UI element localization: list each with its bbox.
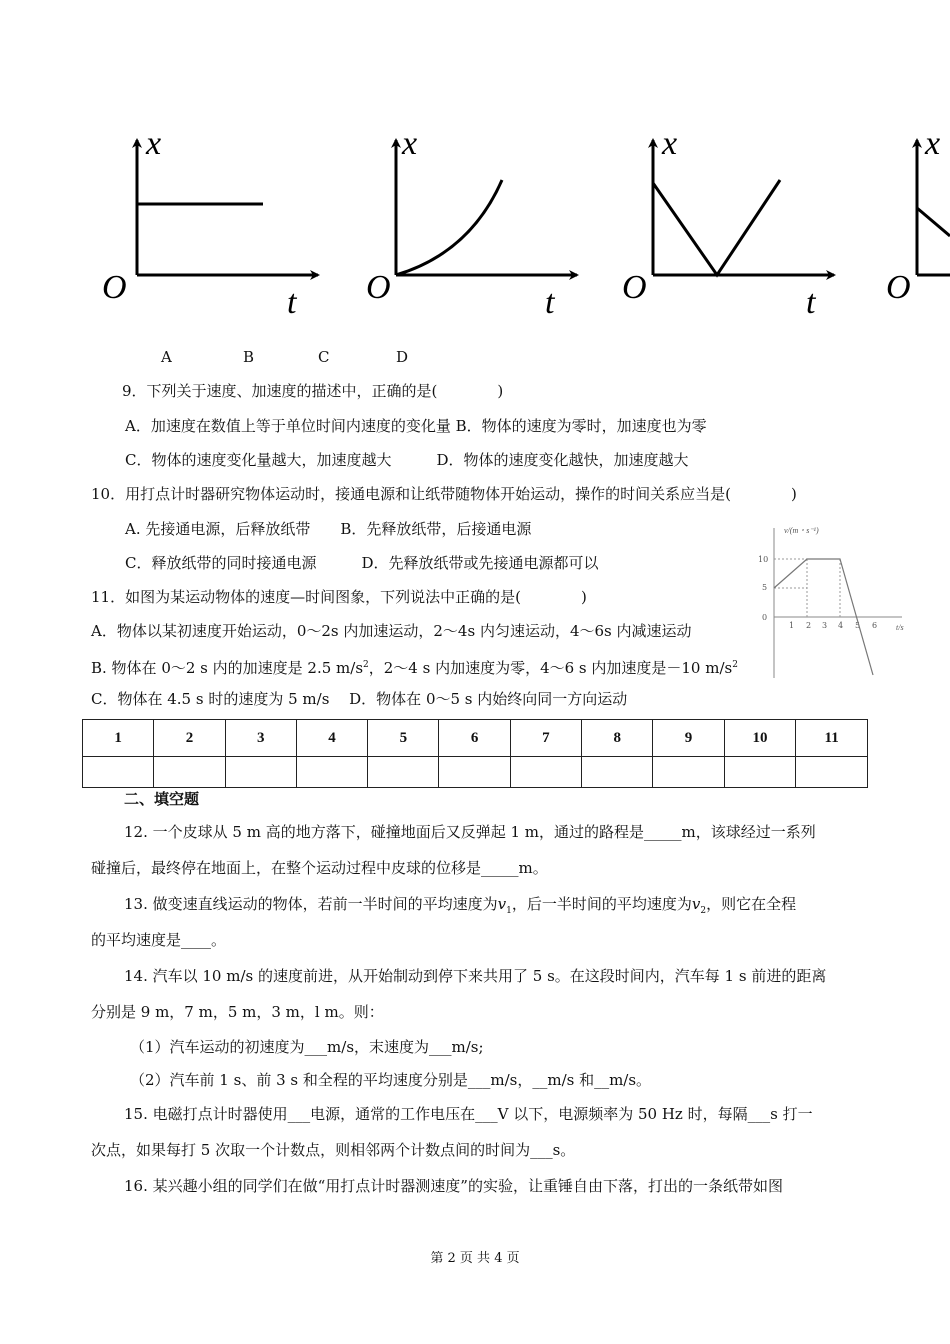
graph-d — [886, 125, 950, 306]
option-a-label: A — [161, 348, 172, 366]
vt-x-tick-3: 3 — [822, 621, 828, 630]
vt-x-tick-6: 6 — [872, 621, 878, 630]
graph-c-y-label: x — [662, 125, 678, 162]
answer-cell[interactable] — [154, 757, 225, 788]
q15-line2: 次点，如果每打 5 次取一个计数点，则相邻两个计数点间的时间为___s。 — [91, 1141, 576, 1159]
q13-line1: 13. 做变速直线运动的物体，若前一半时间的平均速度为$v_1$，后一半时间的平均速度为$v_2$，则它在全程 — [124, 895, 797, 916]
q9-options-line2: C．物体的速度变化量越大，加速度越大 D．物体的速度变化越快，加速度越大 — [125, 451, 689, 469]
answer-col-4: 4 — [296, 720, 367, 757]
q15-line1: 15. 电磁打点计时器使用___电源，通常的工作电压在___V 以下，电源频率为 50 Hz 时，每隔___s 打一 — [124, 1105, 813, 1123]
q14-line4: （2）汽车前 1 s、前 3 s 和全程的平均速度分别是___m/s，__m/s 和__m/s。 — [130, 1071, 652, 1089]
q16-line1: 16. 某兴趣小组的同学们在做“用打点计时器测速度”的实验，让重锤自由下落，打出的一条纸带如图 — [124, 1177, 783, 1195]
graph-b-x-label: t — [545, 284, 555, 321]
q10-stem: 10．用打点计时器研究物体运动时，接通电源和让纸带随物体开始运动，操作的时间关系应当是( ) — [91, 485, 797, 503]
vt-x-label: t/s — [896, 623, 904, 632]
vt-x-tick-2: 2 — [806, 621, 812, 630]
q10-options-line1: A. 先接通电源，后释放纸带 B．先释放纸带，后接通电源 — [125, 520, 532, 538]
answer-cell[interactable] — [724, 757, 796, 788]
answer-col-6: 6 — [439, 720, 510, 757]
answer-col-11: 11 — [796, 720, 868, 757]
vt-x-tick-1: 1 — [789, 621, 795, 630]
graph-b-origin: O — [366, 269, 391, 306]
answer-cell[interactable] — [368, 757, 439, 788]
graph-c-x-label: t — [806, 284, 816, 321]
graph-c-origin: O — [622, 269, 647, 306]
graph-b — [366, 125, 577, 321]
answer-table — [82, 719, 868, 788]
answer-col-8: 8 — [582, 720, 653, 757]
answer-cell[interactable] — [296, 757, 367, 788]
vt-y-tick-0: 0 — [762, 613, 768, 622]
page-footer: 第 2 页 共 4 页 — [430, 1251, 520, 1266]
option-b-label: B — [243, 348, 255, 366]
answer-col-10: 10 — [724, 720, 796, 757]
option-d-label: D — [396, 348, 409, 366]
answer-col-3: 3 — [225, 720, 296, 757]
graph-a-origin: O — [102, 269, 127, 306]
vt-x-tick-4: 4 — [838, 621, 844, 630]
q11-option-a: A．物体以某初速度开始运动，0～2s 内加速运动，2～4s 内匀速运动，4～6s 内减速运动 — [91, 622, 692, 640]
answer-cell[interactable] — [510, 757, 581, 788]
q12-line2: 碰撞后，最终停在地面上，在整个运动过程中皮球的位移是_____m。 — [91, 859, 548, 877]
q14-line3: （1）汽车运动的初速度为___m/s，末速度为___m/s; — [130, 1038, 484, 1056]
section-title: 二、填空题 — [124, 790, 200, 808]
q12-line1: 12. 一个皮球从 5 m 高的地方落下，碰撞地面后又反弹起 1 m，通过的路程是_____m，该球经过一系列 — [124, 823, 816, 841]
answer-table-header-row — [83, 720, 868, 757]
vt-graph — [752, 520, 912, 680]
answer-col-7: 7 — [510, 720, 581, 757]
answer-col-9: 9 — [653, 720, 724, 757]
answer-cell[interactable] — [653, 757, 724, 788]
graph-d-y-label: x — [925, 125, 941, 162]
answer-col-5: 5 — [368, 720, 439, 757]
vt-y-label: v/(m・s⁻¹) — [784, 526, 819, 535]
vt-y-tick-5: 5 — [762, 583, 768, 592]
answer-table-answer-row — [83, 757, 868, 788]
q13-line2: 的平均速度是____。 — [91, 931, 227, 949]
graph-d-origin: O — [886, 269, 911, 306]
q11-stem: 11．如图为某运动物体的速度—时间图象，下列说法中正确的是( ) — [91, 588, 587, 606]
graph-b-y-label: x — [402, 125, 418, 162]
q11-option-c: C．物体在 4.5 s 时的速度为 5 m/s D．物体在 0～5 s 内始终向同一方向运动 — [91, 690, 628, 708]
graph-a-x-label: t — [287, 284, 297, 321]
q10-options-line2: C．释放纸带的同时接通电源 D．先释放纸带或先接通电源都可以 — [125, 554, 599, 572]
answer-col-1: 1 — [83, 720, 154, 757]
answer-cell[interactable] — [582, 757, 653, 788]
vt-y-tick-10: 10 — [758, 555, 769, 564]
vt-x-tick-5: 5 — [855, 621, 861, 630]
answer-cell[interactable] — [796, 757, 868, 788]
q9-stem: 9．下列关于速度、加速度的描述中，正确的是( ) — [122, 382, 504, 400]
graph-a-y-label: x — [146, 125, 162, 162]
answer-cell[interactable] — [439, 757, 510, 788]
q14-line2: 分别是 9 m，7 m，5 m，3 m，l m。则： — [91, 1003, 384, 1021]
q14-line1: 14. 汽车以 10 m/s 的速度前进，从开始制动到停下来共用了 5 s。在这段时间内，汽车每 1 s 前进的距离 — [124, 967, 827, 985]
q11-option-b: B. 物体在 0～2 s 内的加速度是 2.5 $m/s^2$，2～4 s 内加速度为零，4～6 s 内加速度是－10 $m/s^2$ — [91, 659, 738, 677]
answer-col-2: 2 — [154, 720, 225, 757]
answer-cell[interactable] — [83, 757, 154, 788]
xt-graphs — [0, 118, 950, 333]
graph-a — [102, 125, 318, 321]
graph-c — [622, 125, 834, 321]
q9-options-line1: A．加速度在数值上等于单位时间内速度的变化量 B．物体的速度为零时，加速度也为零 — [125, 417, 707, 435]
answer-cell[interactable] — [225, 757, 296, 788]
option-c-label: C — [318, 348, 330, 366]
